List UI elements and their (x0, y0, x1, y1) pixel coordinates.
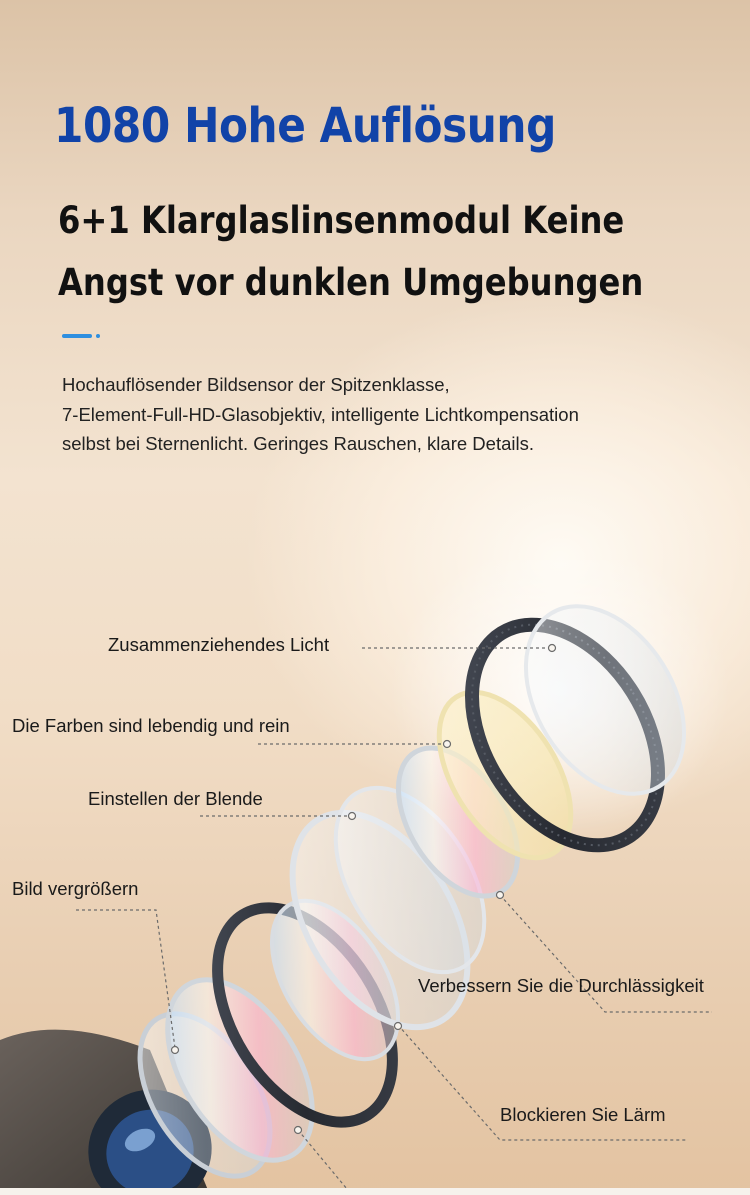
label-transmittance: Verbessern Sie die Durchlässigkeit (418, 975, 704, 996)
description-line-2: 7-Element-Full-HD-Glasobjektiv, intelligente Lichtkompensation (62, 403, 579, 425)
label-aperture: Einstellen der Blende (88, 788, 263, 809)
label-light-gathering: Zusammenziehendes Licht (108, 634, 330, 655)
label-vivid-colors: Die Farben sind lebendig und rein (12, 715, 290, 736)
label-noise-blocking: Blockieren Sie Lärm (500, 1104, 666, 1125)
accent-divider (62, 334, 100, 338)
feature-description (62, 370, 579, 459)
subtitle-line-2: Angst vor dunklen Umgebungen (58, 261, 644, 304)
page-subtitle (58, 190, 643, 314)
bottom-strip (0, 1188, 750, 1195)
subtitle-line-1: 6+1 Klarglaslinsenmodul Keine (58, 199, 625, 242)
label-magnify: Bild vergrößern (12, 878, 139, 899)
page-title: 1080 Hohe Auflösung (54, 98, 556, 154)
description-line-3: selbst bei Sternenlicht. Geringes Rauschen, klare Details. (62, 433, 534, 454)
description-line-1: Hochauflösender Bildsensor der Spitzenklasse, (62, 374, 450, 395)
